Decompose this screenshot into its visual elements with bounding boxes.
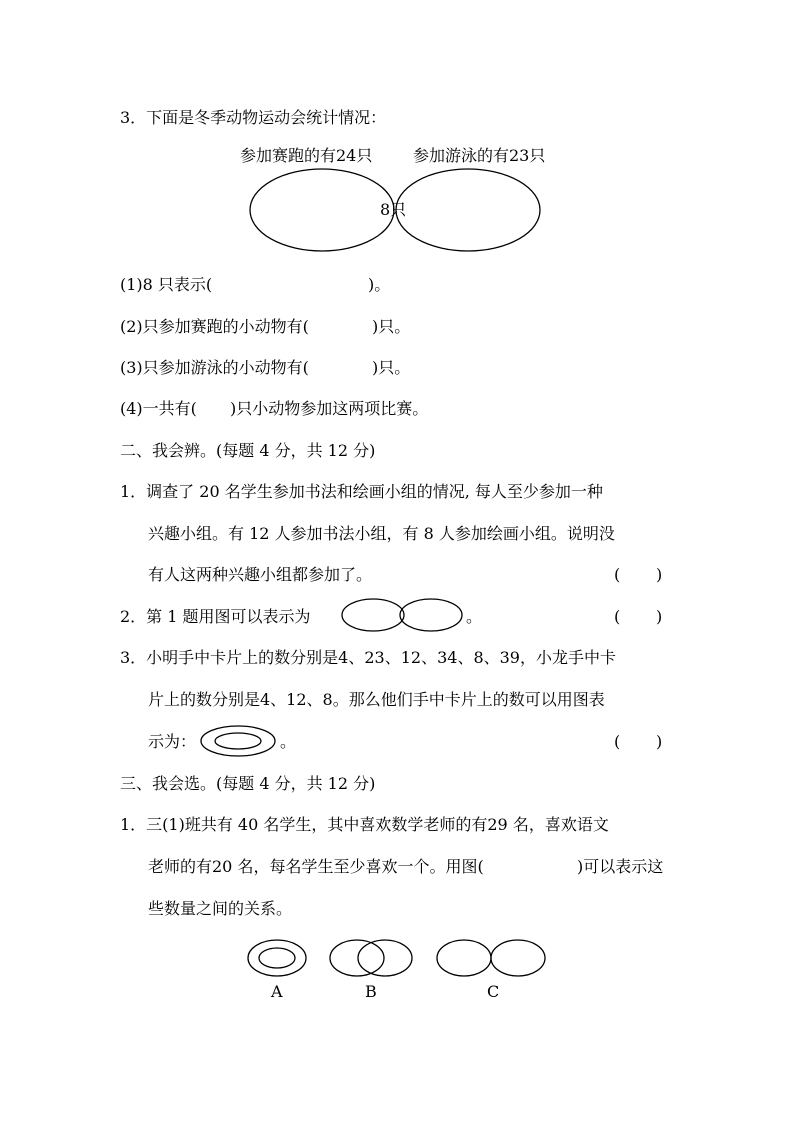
option-a-label: A [271,982,283,1001]
q3-title: 3．下面是冬季动物运动会统计情况： [120,108,387,127]
q3-sub2-suffix: )只。 [372,317,411,336]
s2-q3-answer-open: ( [614,732,621,751]
option-b-label: B [365,982,377,1001]
s2-q1-answer-open: ( [614,565,621,584]
option-c-diagram [437,940,545,976]
s2-q3-line2: 片上的数分别是4、12、8。那么他们手中卡片上的数可以用图表 [148,690,605,709]
s2-q3-answer-close: ) [656,732,663,751]
s3-q1-line2-suffix: )可以表示这 [577,857,664,876]
venn-left-label: 参加赛跑的有24只 [240,146,373,165]
section2-heading: 二、我会辨。(每题 4 分，共 12 分) [120,441,376,460]
s2-q2-answer-close: ) [656,607,663,626]
option-b-diagram [330,940,412,976]
s2-q1-line3: 有人这两种兴趣小组都参加了。 [148,565,373,584]
s3-q1-line2-prefix: 老师的有20 名，每名学生至少喜欢一个。用图( [148,857,484,876]
venn-overlap-label: 8只 [380,200,407,219]
option-c-label: C [487,982,500,1001]
q3-sub3-suffix: )只。 [372,358,411,377]
s2-q2-suffix: 。 [466,607,483,626]
section3-heading: 三、我会选。(每题 4 分，共 12 分) [120,774,376,793]
s2-q3-prefix: 示为： [148,732,197,751]
venn-right-label: 参加游泳的有23只 [413,146,546,165]
s2-q3-suffix: 。 [280,732,297,751]
s2-q1-answer-close: ) [656,565,663,584]
s2-q3-line1: 3．小明手中卡片上的数分别是4、23、12、34、8、39，小龙手中卡 [120,648,616,667]
q3-sub4-prefix: (4)一共有( [120,399,197,418]
q3-sub4-suffix: )只小动物参加这两项比赛。 [230,399,429,418]
q3-sub3-prefix: (3)只参加游泳的小动物有( [120,358,309,377]
s3-q1-line1: 1．三(1)班共有 40 名学生，其中喜欢数学老师的有29 名，喜欢语文 [120,815,609,834]
q3-sub1-suffix: )。 [368,275,391,294]
q3-sub2-prefix: (2)只参加赛跑的小动物有( [120,317,309,336]
s2-q2-prefix: 2．第 1 题用图可以表示为 [120,607,311,626]
option-a-diagram [248,940,306,976]
q3-sub1-prefix: (1)8 只表示( [120,275,213,294]
s2-q1-line1: 1．调查了 20 名学生参加书法和绘画小组的情况, 每人至少参加一种 [120,482,603,501]
s3-q1-line3: 些数量之间的关系。 [148,899,293,918]
s2-q2-answer-open: ( [614,607,621,626]
s2-q1-line2: 兴趣小组。有 12 人参加书法小组，有 8 人参加绘画小组。说明没 [148,524,615,543]
